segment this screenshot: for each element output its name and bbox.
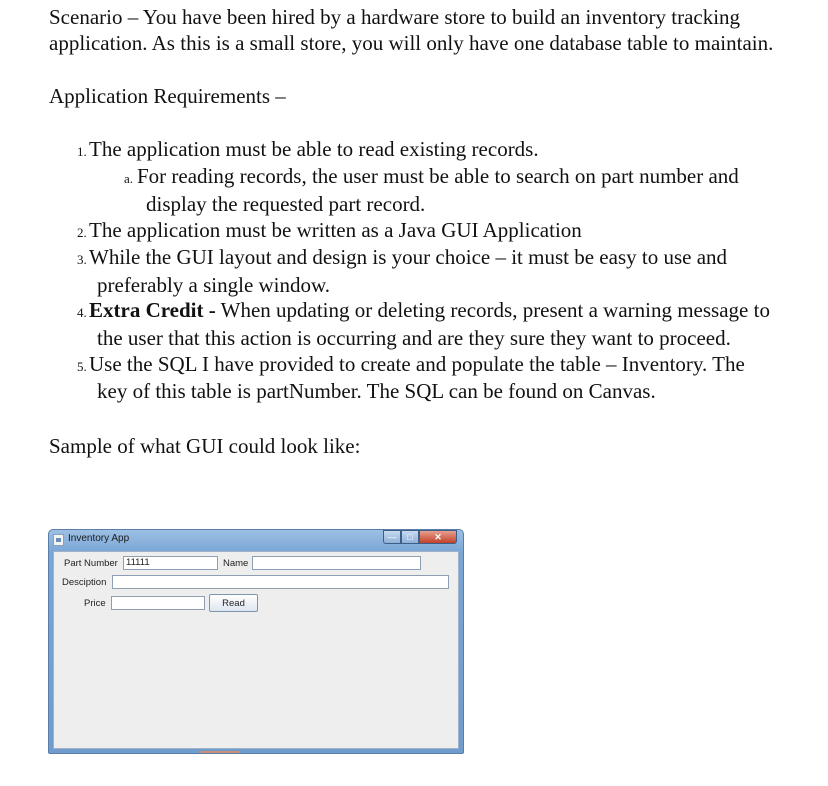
read-button[interactable]: Read — [209, 594, 258, 612]
maximize-icon[interactable]: □ — [401, 530, 419, 544]
requirement-item: 5. Use the SQL I have provided to create and populate the table – Inventory. The key of this table is partNumber. The SQL can be found on Canvas. — [77, 351, 745, 404]
description-label: Desciption — [62, 577, 107, 588]
window-titlebar[interactable] — [49, 530, 463, 550]
requirement-item: 3. While the GUI layout and design is your choice – it must be easy to use and preferably a single window. — [77, 245, 728, 297]
close-icon[interactable]: ✕ — [419, 530, 457, 544]
price-field[interactable] — [111, 596, 205, 610]
name-label: Name — [223, 558, 249, 569]
extra-credit-label: Extra Credit - — [89, 298, 216, 323]
requirement-item: 2. The application must be written as a Java GUI Application — [77, 217, 582, 242]
part-number-label: Part Number — [64, 558, 118, 569]
requirement-text: The application must be written as a Java GUI Application — [89, 217, 582, 242]
requirement-text: While the GUI layout and design is your choice – it must be easy to use and preferably a single window. — [89, 245, 728, 297]
requirement-item: 4. Extra Credit - When updating or deleting records, present a warning message to the user that this action is occurring and are they sure they want to proceed. — [77, 298, 770, 350]
name-field[interactable] — [252, 556, 421, 570]
requirement-text: Use the SQL I have provided to create and populate the table – Inventory. The key of this table is partNumber. The SQL can be found on Canvas. — [89, 351, 745, 404]
window-content — [53, 551, 459, 749]
sample-caption: Sample of what GUI could look like: — [49, 433, 361, 458]
scenario-paragraph: Scenario – You have been hired by a hardware store to build an inventory tracking application. As this is a small store, you will only have one database table to maintain. — [49, 5, 774, 55]
part-number-field[interactable]: 11111 — [123, 556, 218, 570]
window-controls — [383, 530, 457, 544]
description-field[interactable] — [112, 575, 449, 589]
requirement-text: The application must be able to read existing records. — [89, 136, 539, 161]
requirement-text: When updating or deleting records, present a warning message to the user that this action is occurring and are they sure they want to proceed. — [97, 298, 770, 350]
requirement-subitem: a. For reading records, the user must be able to search on part number and display the requested part record. — [124, 164, 739, 216]
requirements-heading: Application Requirements – — [49, 84, 286, 109]
price-label: Price — [84, 598, 106, 609]
document-body — [49, 5, 779, 459]
requirements-list — [49, 137, 779, 405]
minimize-icon[interactable]: — — [383, 530, 401, 544]
subitem-text: For reading records, the user must be able to search on part number and display the requested part record. — [137, 164, 739, 216]
java-app-icon — [53, 534, 64, 546]
window-bottom-accent — [199, 751, 239, 753]
window-title: Inventory App — [68, 533, 130, 544]
sample-gui-window — [48, 529, 464, 754]
requirement-item: 1. The application must be able to read existing records. — [77, 136, 539, 161]
